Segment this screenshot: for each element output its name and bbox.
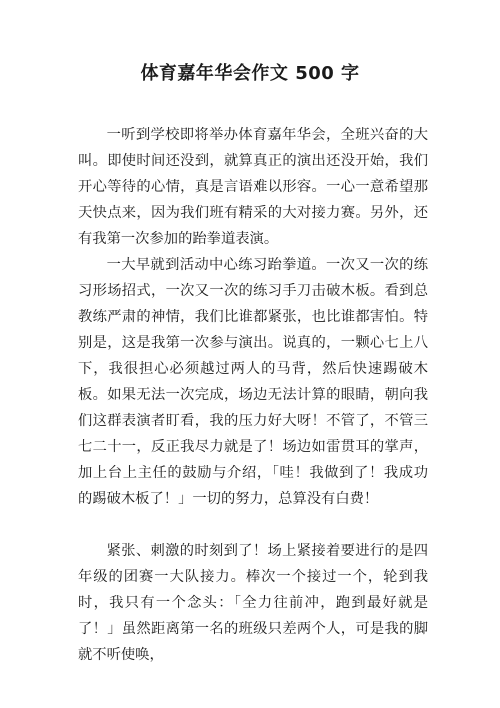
paragraph-2: 一大早就到活动中心练习跆拳道。一次又一次的练习形场招式，一次又一次的练习手刀击破木板。看到总教练严肃的神情，我们比谁都紧张，也比谁都害怕。特别是，这是我第一次参与演出。说真的，一颗心七上八下，我很担心必须越过两人的马背，然后快速踢破木板。如果无法一次完成，场边无法计算的眼睛，朝向我们这群表演者盯看，我的压力好大呀！不管了，不管三七二十一，反正我尽力就是了！场边如雷贯耳的掌声，加上台上主任的鼓励与介绍，「哇！我做到了！我成功的踢破木板了！」一切的努力，总算没有白费！ (78, 257, 428, 507)
paragraph-3: 紧张、刺激的时刻到了！场上紧接着要进行的是四年级的团赛一大队接力。棒次一个接过一个，轮到我时，我只有一个念头：「全力往前冲，跑到最好就是了！」虽然距离第一名的班级只差两个人，可是我的脚就不听使唤， (78, 543, 428, 663)
page-title: 体育嘉年华会作文 500 字 (140, 63, 360, 84)
paragraph-1: 一听到学校即将举办体育嘉年华会，全班兴奋的大叫。即使时间还没到，就算真正的演出还没开始，我们开心等待的心情，真是言语难以形容。一心一意希望那天快点来，因为我们班有精采的大对接力赛。另外，还有我第一次参加的跆拳道表演。 (78, 127, 428, 247)
article-body (78, 122, 428, 668)
